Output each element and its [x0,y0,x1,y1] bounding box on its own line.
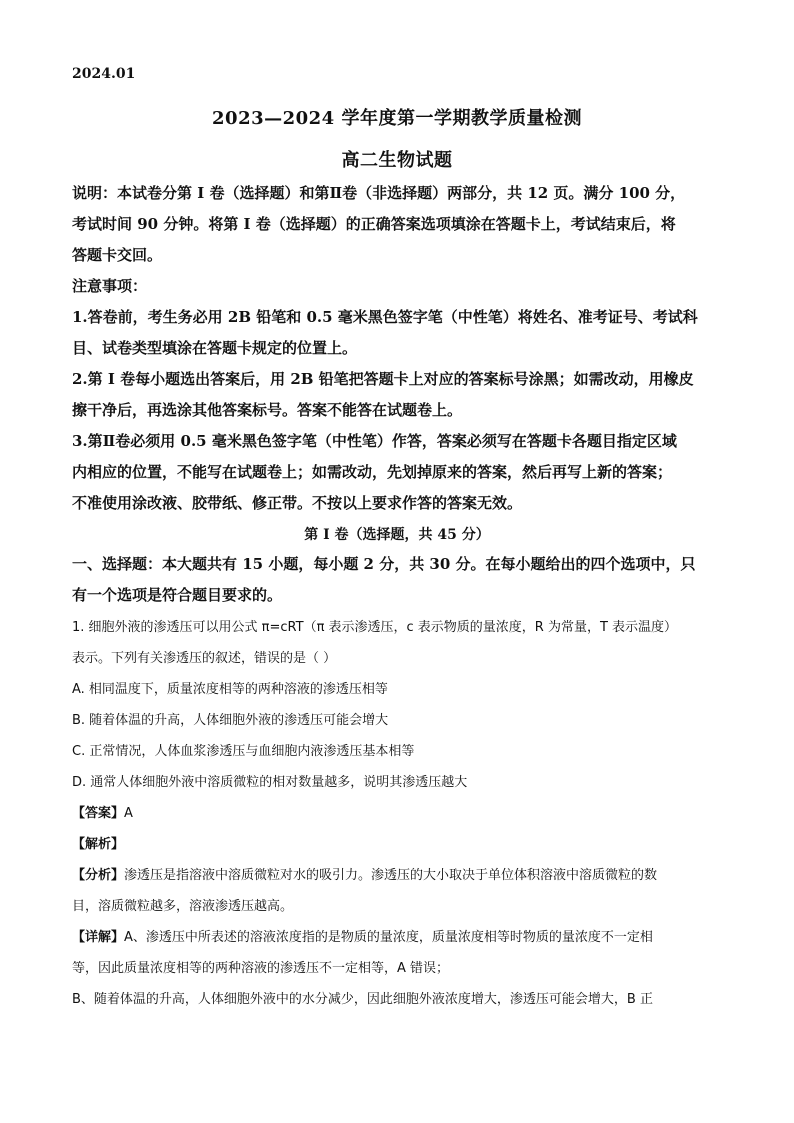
instruction-line: 考试时间 90 分钟。将第 I 卷（选择题）的正确答案选项填涂在答题卡上，考试结束后，将 [72,215,676,233]
fenxi-line [72,860,724,891]
question-stem-line: 1. 细胞外液的渗透压可以用公式 π=cRT（π 表示渗透压，c 表示物质的量浓度，R 为常量，T 表示温度） [72,620,678,635]
option-c: C. 正常情况，人体血浆渗透压与血细胞内液渗透压基本相等 [72,744,415,759]
notes-heading: 注意事项： [72,277,148,295]
instruction-line: 目、试卷类型填涂在答题卡规定的位置上。 [72,339,358,357]
fenxi-label: 【分析】 [72,868,125,883]
section-intro-line: 一、选择题：本大题共有 15 小题，每小题 2 分，共 30 分。在每小题给出的四个选项中，只 [72,555,696,573]
section-intro [72,549,724,611]
instruction-line: 内相应的位置，不能写在试题卷上；如需改动，先划掉原来的答案，然后再写上新的答案； [72,463,673,481]
fenxi-text: 渗透压是指溶液中溶质微粒对水的吸引力。渗透压的大小取决于单位体积溶液中溶质微粒的数 [124,868,658,883]
instruction-line: 1.答卷前，考生务必用 2B 铅笔和 0.5 毫米黑色签字笔（中性笔）将姓名、准考证号、考试科 [72,308,698,326]
question-1 [72,612,724,1015]
instructions [72,178,724,519]
xiangjie-text: A、渗透压中所表述的溶液浓度指的是物质的量浓度，质量浓度相等时物质的量浓度不一定相 [124,930,653,945]
instruction-line: 2.第 I 卷每小题选出答案后，用 2B 铅笔把答题卡上对应的答案标号涂黑；如需改动，用橡皮 [72,370,694,388]
option-a: A. 相同温度下，质量浓度相等的两种溶液的渗透压相等 [72,682,388,697]
instruction-line: 说明：本试卷分第 I 卷（选择题）和第Ⅱ卷（非选择题）两部分，共 12 页。满分 100 分， [72,184,686,202]
instruction-line: 不准使用涂改液、胶带纸、修正带。不按以上要求作答的答案无效。 [72,494,523,512]
exam-date: 2024.01 [72,66,136,82]
section-title: 第 I 卷（选择题，共 45 分） [304,527,490,543]
exam-title: 2023—2024 学年度第一学期教学质量检测 [212,108,582,129]
section-intro-line: 有一个选项是符合题目要求的。 [72,586,283,604]
xiangjie-text: B、随着体温的升高，人体细胞外液中的水分减少，因此细胞外液浓度增大，渗透压可能会增大，B 正 [72,992,653,1007]
answer-value: A [124,806,133,821]
instruction-line: 擦干净后，再选涂其他答案标号。答案不能答在试题卷上。 [72,401,463,419]
option-d: D. 通常人体细胞外液中溶质微粒的相对数量越多，说明其渗透压越大 [72,775,468,790]
analysis-label: 【解析】 [72,837,125,852]
question-stem-line: 表示。下列有关渗透压的叙述，错误的是（ ） [72,651,337,666]
xiangjie-line [72,922,724,953]
exam-subtitle: 高二生物试题 [341,150,453,171]
answer-label: 【答案】 [72,806,125,821]
instruction-line: 3.第Ⅱ卷必须用 0.5 毫米黑色签字笔（中性笔）作答，答案必须写在答题卡各题目指定区域 [72,432,677,450]
answer-line [72,798,724,829]
xiangjie-label: 【详解】 [72,930,125,945]
option-b: B. 随着体温的升高，人体细胞外液的渗透压可能会增大 [72,713,389,728]
instruction-line: 答题卡交回。 [72,246,163,264]
fenxi-text: 目，溶质微粒越多，溶液渗透压越高。 [72,899,294,914]
xiangjie-text: 等，因此质量浓度相等的两种溶液的渗透压不一定相等，A 错误； [72,961,450,976]
